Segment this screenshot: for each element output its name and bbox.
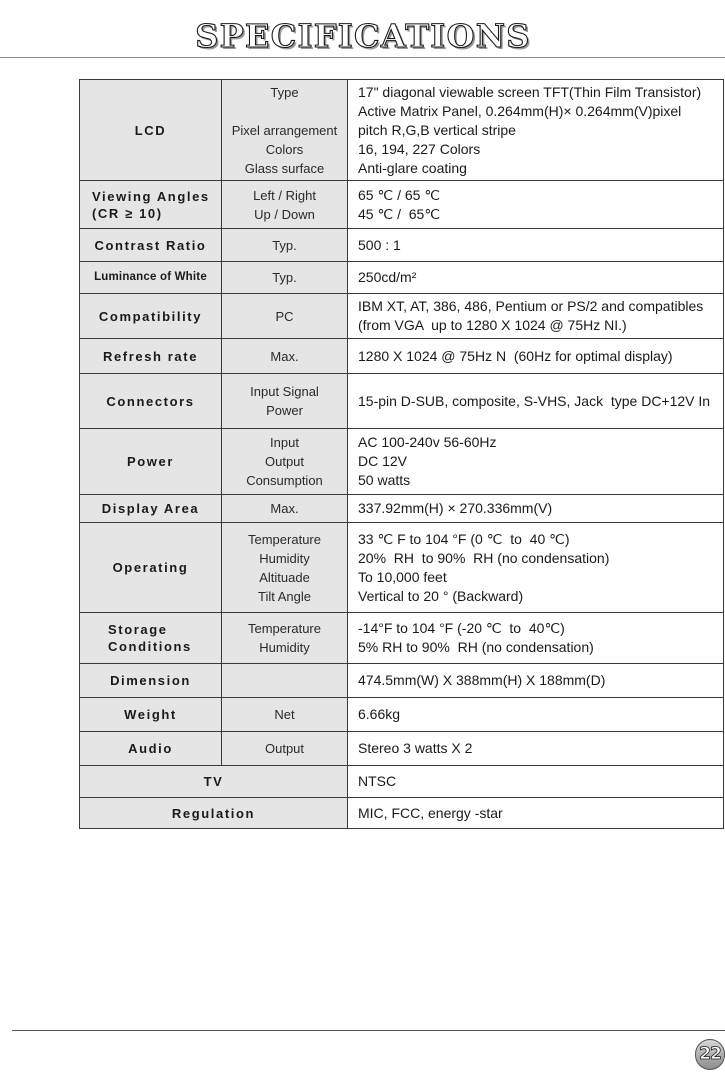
spec-value: DC 12V — [358, 453, 408, 469]
line-spacer — [222, 102, 347, 121]
spec-value: Active Matrix Panel, 0.264mm(H)× 0.264mm(V)pixel — [358, 102, 682, 119]
spec-parameter: Typ. — [272, 270, 297, 285]
spec-parameter: Colors — [265, 141, 304, 157]
spec-parameter: Glass surface — [244, 160, 325, 176]
spec-label-cell — [80, 732, 222, 766]
spec-value-cell — [348, 181, 724, 229]
spec-row — [80, 229, 724, 262]
spec-value: 5% RH to 90% RH (no condensation) — [358, 639, 594, 655]
spec-value: 33 ℃ F to 104 °F (0 ℃ to 40 ℃) — [358, 530, 570, 547]
header-rule — [0, 57, 725, 58]
spec-row — [80, 294, 724, 339]
spec-label-cell — [80, 523, 222, 613]
spec-parameter: Altituade — [259, 569, 310, 585]
spec-parameter-cell — [222, 732, 348, 766]
spec-row — [80, 698, 724, 732]
spec-label: Dimension — [110, 673, 191, 688]
spec-row — [80, 80, 724, 181]
spec-value: IBM XT, AT, 386, 486, Pentium or PS/2 and compatibles — [358, 298, 704, 314]
spec-label-cell — [80, 698, 222, 732]
spec-label-cell — [80, 80, 222, 181]
spec-row — [80, 339, 724, 374]
spec-value-cell — [348, 698, 724, 732]
spec-value: 65 ℃ / 65 ℃ — [358, 186, 441, 203]
spec-parameter: Input — [270, 435, 299, 450]
spec-row — [80, 732, 724, 766]
spec-label: Conditions — [108, 639, 192, 654]
spec-parameter: PC — [275, 308, 294, 324]
spec-value-cell — [348, 229, 724, 262]
spec-parameter: Temperature — [248, 531, 321, 547]
spec-parameter: Input Signal — [250, 384, 319, 399]
spec-label-cell — [80, 495, 222, 523]
spec-value: NTSC — [358, 773, 397, 789]
spec-parameter-cell — [222, 664, 348, 698]
spec-value-cell — [348, 429, 724, 495]
spec-parameter: Typ. — [272, 237, 297, 253]
spec-parameter: Output — [264, 741, 305, 756]
spec-parameter: Consumption — [246, 473, 323, 488]
spec-row — [80, 181, 724, 229]
spec-value: To 10,000 feet — [358, 568, 447, 585]
spec-parameter: Humidity — [259, 550, 310, 566]
spec-parameter: Net — [274, 707, 295, 722]
spec-parameter-cell — [222, 339, 348, 374]
spec-value-cell — [348, 664, 724, 698]
spec-row — [80, 766, 724, 798]
spec-value: 337.92mm(H) × 270.336mm(V) — [358, 500, 553, 516]
spec-row — [80, 523, 724, 613]
spec-value: (from VGA up to 1280 X 1024 @ 75Hz NI.) — [358, 317, 627, 333]
spec-parameter-cell — [222, 374, 348, 429]
spec-label: Storage — [108, 622, 168, 637]
specifications-table-body — [80, 80, 724, 829]
spec-parameter-cell — [222, 495, 348, 523]
spec-parameter-cell — [222, 429, 348, 495]
footer-rule — [12, 1030, 725, 1031]
spec-parameter: Up / Down — [254, 206, 315, 222]
spec-parameter: Left / Right — [253, 187, 316, 203]
specifications-table — [79, 79, 724, 829]
spec-label-cell — [80, 294, 222, 339]
spec-row — [80, 798, 724, 829]
spec-parameter-cell — [222, 229, 348, 262]
spec-parameter-cell — [222, 80, 348, 181]
spec-label-cell — [80, 339, 222, 374]
spec-row — [80, 613, 724, 664]
spec-label: Power — [126, 454, 174, 469]
spec-value-cell — [348, 732, 724, 766]
spec-value: pitch R,G,B vertical stripe — [358, 121, 516, 138]
spec-label-cell — [80, 766, 348, 798]
spec-row — [80, 262, 724, 294]
spec-value-cell — [348, 294, 724, 339]
spec-value-cell — [348, 374, 724, 429]
spec-value: MIC, FCC, energy -star — [358, 804, 503, 821]
spec-value-cell — [348, 798, 724, 829]
spec-label: Viewing Angles — [92, 188, 210, 204]
spec-row — [80, 495, 724, 523]
spec-label-cell — [80, 374, 222, 429]
spec-label: TV — [203, 774, 224, 789]
spec-label: Contrast Ratio — [94, 237, 207, 253]
spec-label-cell — [80, 262, 222, 294]
spec-value: 50 watts — [358, 472, 411, 488]
spec-parameter: Power — [266, 403, 303, 418]
spec-value: AC 100-240v 56-60Hz — [358, 434, 497, 450]
spec-label-cell — [80, 613, 222, 664]
spec-row — [80, 429, 724, 495]
spec-value-cell — [348, 766, 724, 798]
spec-parameter: Type — [270, 84, 299, 100]
spec-label: Regulation — [171, 805, 256, 821]
spec-parameter-cell — [222, 294, 348, 339]
spec-label-cell — [80, 181, 222, 229]
spec-label: LCD — [134, 122, 167, 138]
spec-parameter-cell — [222, 181, 348, 229]
page-title: SPECIFICATIONS — [195, 17, 531, 55]
spec-label: Refresh rate — [102, 348, 199, 364]
spec-value: 45 ℃ / 65℃ — [358, 205, 441, 222]
spec-parameter: Max. — [270, 501, 299, 516]
spec-value-cell — [348, 495, 724, 523]
spec-label-cell — [80, 229, 222, 262]
page-number-badge: 22 — [695, 1039, 725, 1070]
spec-value: 20% RH to 90% RH (no condensation) — [358, 549, 610, 566]
spec-value: 16, 194, 227 Colors — [358, 140, 481, 157]
spec-parameter: Output — [264, 454, 305, 469]
spec-value-cell — [348, 613, 724, 664]
spec-label: (CR ≥ 10) — [92, 205, 163, 221]
spec-parameter-cell — [222, 698, 348, 732]
spec-parameter: Max. — [270, 348, 299, 364]
spec-value: 250cd/m² — [358, 269, 417, 285]
spec-value-cell — [348, 262, 724, 294]
spec-value: 1280 X 1024 @ 75Hz N (60Hz for optimal display) — [358, 347, 673, 364]
spec-parameter: Temperature — [248, 621, 321, 636]
spec-value: Stereo 3 watts X 2 — [358, 740, 473, 756]
spec-label-cell — [80, 429, 222, 495]
spec-row — [80, 374, 724, 429]
spec-label: Luminance of White — [94, 271, 207, 283]
spec-value: Vertical to 20 ° (Backward) — [358, 587, 524, 604]
spec-parameter: Humidity — [259, 640, 310, 655]
spec-label: Weight — [124, 707, 177, 722]
spec-label: Operating — [112, 560, 189, 575]
spec-value: 500 : 1 — [358, 236, 401, 253]
spec-parameter: Pixel arrangement — [231, 122, 338, 138]
spec-value: Anti-glare coating — [358, 159, 467, 176]
spec-label-cell — [80, 664, 222, 698]
spec-label: Connectors — [106, 393, 195, 409]
spec-value: 17" diagonal viewable screen TFT(Thin Film Transistor) — [358, 83, 702, 100]
spec-parameter: Tilt Angle — [258, 588, 311, 604]
spec-value: 474.5mm(W) X 388mm(H) X 188mm(D) — [358, 672, 606, 688]
spec-value: 15-pin D-SUB, composite, S-VHS, Jack type DC+12V In — [358, 392, 711, 409]
spec-label: Audio — [128, 741, 173, 756]
spec-value-cell — [348, 80, 724, 181]
spec-parameter-cell — [222, 613, 348, 664]
spec-label-cell — [80, 798, 348, 829]
spec-label: Display Area — [101, 501, 200, 516]
spec-value: 6.66kg — [358, 706, 401, 722]
spec-value-cell — [348, 523, 724, 613]
spec-row — [80, 664, 724, 698]
spec-value: -14°F to 104 °F (-20 ℃ to 40℃) — [358, 620, 565, 636]
spec-label: Compatibility — [98, 308, 203, 324]
spec-value-cell — [348, 339, 724, 374]
spec-parameter-cell — [222, 523, 348, 613]
spec-parameter-cell — [222, 262, 348, 294]
